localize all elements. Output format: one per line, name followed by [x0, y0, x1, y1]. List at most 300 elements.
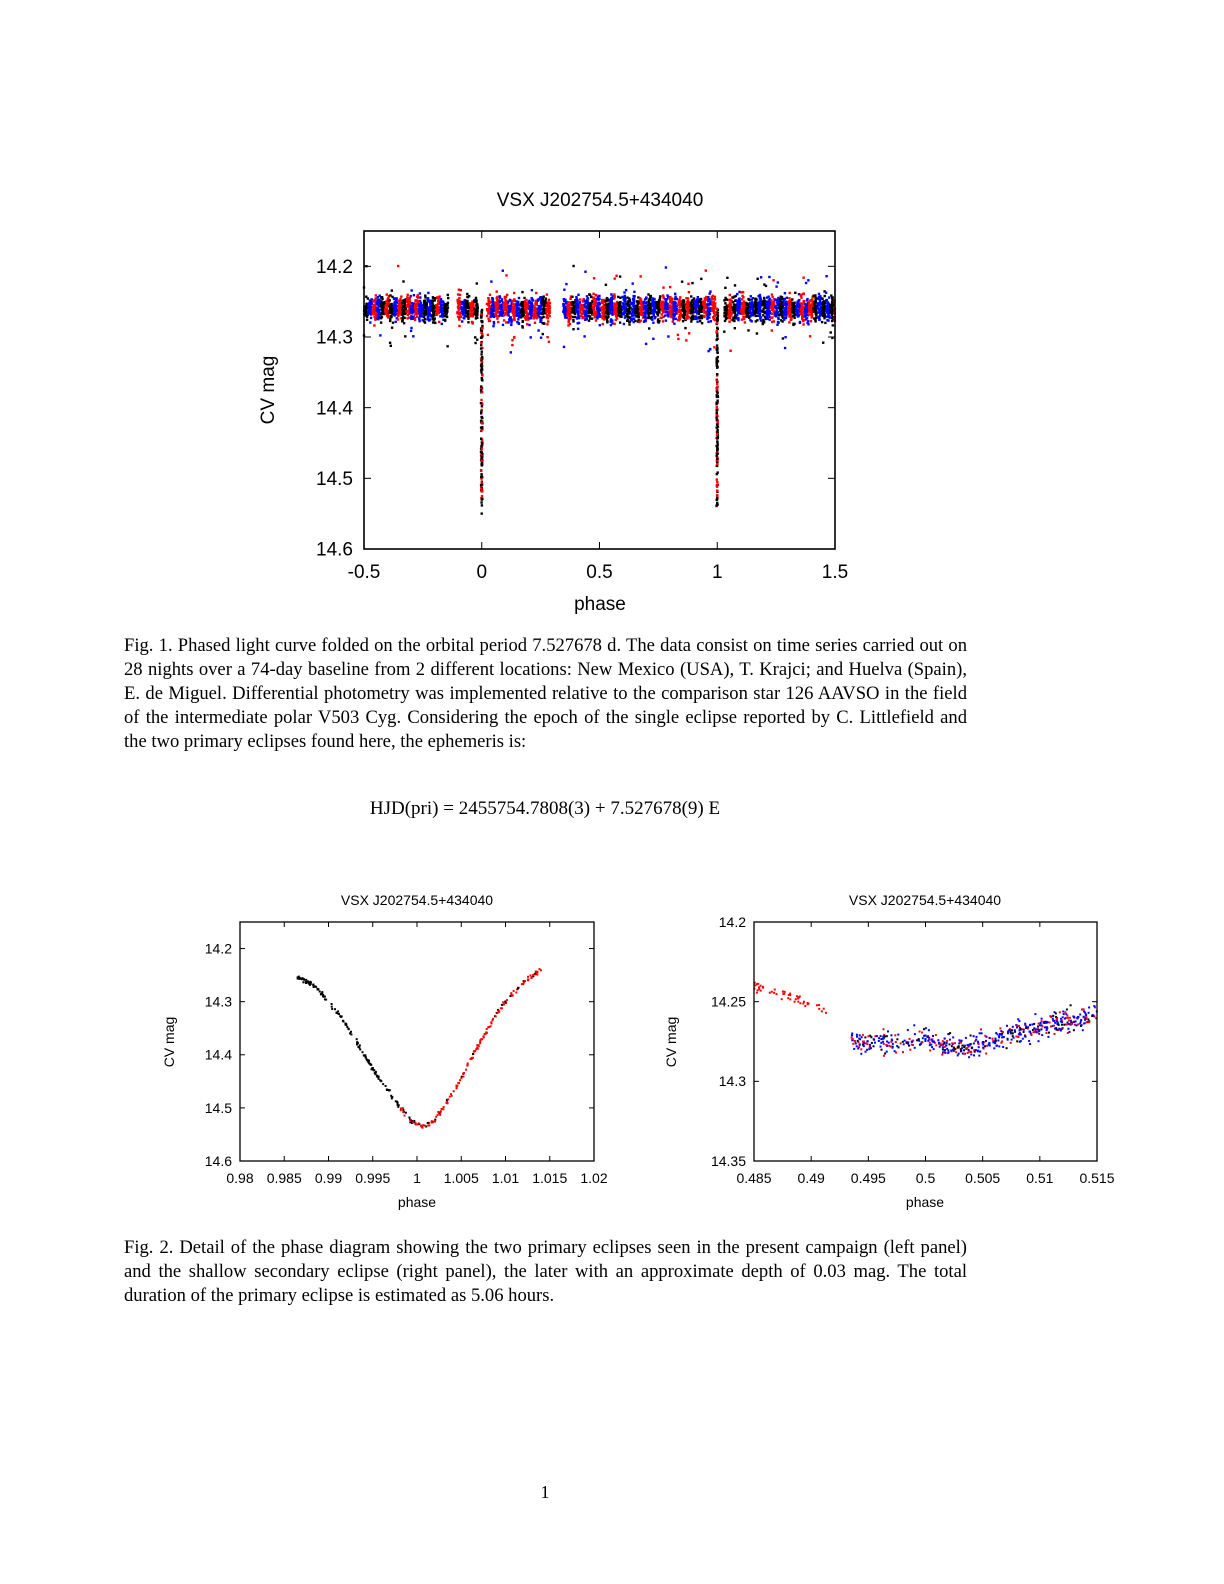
data-point [776, 993, 778, 995]
data-point [410, 330, 412, 332]
data-point [728, 315, 730, 317]
data-point [511, 995, 513, 997]
data-point [599, 314, 601, 316]
data-point [391, 289, 393, 291]
data-point [528, 317, 530, 319]
data-point [338, 1013, 340, 1015]
data-point [380, 313, 382, 315]
data-point [699, 309, 701, 311]
data-point [407, 294, 409, 296]
data-point [871, 1042, 873, 1044]
data-point [762, 986, 764, 988]
data-point [533, 309, 535, 311]
data-point [703, 309, 705, 311]
data-point [756, 332, 758, 334]
data-point [480, 402, 482, 404]
data-point [696, 302, 698, 304]
data-point [784, 336, 786, 338]
data-point [440, 1110, 442, 1112]
data-point [749, 310, 751, 312]
data-point [637, 302, 639, 304]
left-chart-title: VSX J202754.5+434040 [340, 892, 494, 908]
data-point [595, 319, 597, 321]
data-point [503, 1004, 505, 1006]
data-point [410, 305, 412, 307]
data-point [605, 310, 607, 312]
data-point [386, 1089, 388, 1091]
data-point [753, 305, 755, 307]
data-point [776, 324, 778, 326]
data-point [711, 298, 713, 300]
data-point [374, 318, 376, 320]
data-point [748, 312, 750, 314]
data-point [732, 296, 734, 298]
data-point [481, 459, 483, 461]
data-point [615, 275, 617, 277]
data-point [418, 1122, 420, 1124]
data-point [585, 310, 587, 312]
data-point [508, 314, 510, 316]
data-point [370, 1064, 372, 1066]
data-point [724, 287, 726, 289]
data-point [439, 1114, 441, 1116]
data-point [466, 305, 468, 307]
x-tick-label: 0.495 [850, 1170, 886, 1186]
data-point [428, 313, 430, 315]
data-point [767, 306, 769, 308]
data-point [358, 1047, 360, 1049]
data-point [808, 313, 810, 315]
data-point [725, 318, 727, 320]
data-point [782, 337, 784, 339]
data-point [648, 300, 650, 302]
data-point [409, 297, 411, 299]
data-point [763, 306, 765, 308]
data-point [305, 979, 307, 981]
data-point [480, 410, 482, 412]
data-point [515, 303, 517, 305]
data-point [659, 297, 661, 299]
data-point [619, 321, 621, 323]
data-point [438, 321, 440, 323]
data-point [758, 303, 760, 305]
data-point [724, 306, 726, 308]
data-point [733, 306, 735, 308]
data-point [529, 310, 531, 312]
y-tick-label: 14.6 [204, 1152, 232, 1169]
data-point [745, 302, 747, 304]
data-point [803, 1001, 805, 1003]
data-point [373, 324, 375, 326]
data-point [627, 310, 629, 312]
data-point [716, 379, 718, 381]
data-point [405, 1112, 407, 1114]
data-point [716, 322, 718, 324]
data-point [481, 356, 483, 358]
data-point [716, 367, 718, 369]
data-point [538, 316, 540, 318]
data-point [768, 276, 770, 278]
data-point [802, 319, 804, 321]
data-point [480, 473, 482, 475]
data-point [662, 294, 664, 296]
main-chart-points [363, 265, 836, 515]
data-point [537, 300, 539, 302]
data-point [598, 308, 600, 310]
data-point [785, 301, 787, 303]
data-point [685, 339, 687, 341]
data-point [437, 1114, 439, 1116]
data-point [509, 995, 511, 997]
data-point [831, 317, 833, 319]
y-tick-label: 14.5 [316, 468, 353, 490]
data-point [790, 318, 792, 320]
data-point [777, 318, 779, 320]
data-point [536, 317, 538, 319]
data-point [716, 357, 718, 359]
data-point [378, 1077, 380, 1079]
data-point [815, 309, 817, 311]
data-point [402, 280, 404, 282]
data-point [827, 302, 829, 304]
data-point [567, 301, 569, 303]
data-point [734, 315, 736, 317]
data-point [475, 304, 477, 306]
data-point [458, 313, 460, 315]
data-point [742, 291, 744, 293]
data-point [428, 307, 430, 309]
data-point [563, 308, 565, 310]
data-point [674, 302, 676, 304]
data-point [496, 317, 498, 319]
data-point [480, 371, 482, 373]
data-point [674, 314, 676, 316]
y-tick-label: 14.3 [204, 993, 232, 1010]
data-point [817, 311, 819, 313]
data-point [509, 317, 511, 319]
data-point [490, 1025, 492, 1027]
data-point [625, 289, 627, 291]
data-point [767, 318, 769, 320]
data-point [501, 1004, 503, 1006]
data-point [632, 305, 634, 307]
data-point [542, 333, 544, 335]
data-point [356, 1041, 358, 1043]
data-point [592, 307, 594, 309]
data-point [717, 443, 719, 445]
data-point [755, 984, 757, 986]
data-point [878, 1037, 880, 1039]
data-point [511, 344, 513, 346]
data-point [802, 323, 804, 325]
data-point [475, 317, 477, 319]
data-point [305, 982, 307, 984]
data-point [800, 295, 802, 297]
data-point [810, 307, 812, 309]
data-point [817, 298, 819, 300]
data-point [445, 304, 447, 306]
data-point [717, 448, 719, 450]
data-point [389, 310, 391, 312]
data-point [397, 1106, 399, 1108]
data-point [626, 300, 628, 302]
data-point [762, 302, 764, 304]
data-point [547, 320, 549, 322]
data-point [672, 318, 674, 320]
data-point [459, 1079, 461, 1081]
data-point [1064, 1011, 1066, 1013]
x-tick-label: 1 [711, 562, 723, 583]
x-tick-label: 0.985 [266, 1170, 302, 1186]
data-point [736, 309, 738, 311]
data-point [639, 306, 641, 308]
data-point [536, 971, 538, 973]
data-point [457, 293, 459, 295]
data-point [472, 1053, 474, 1055]
data-point [427, 1122, 429, 1124]
data-point [309, 981, 311, 983]
data-point [1033, 1023, 1035, 1025]
data-point [973, 1035, 975, 1037]
data-point [725, 314, 727, 316]
data-point [695, 316, 697, 318]
data-point [785, 310, 787, 312]
data-point [586, 305, 588, 307]
data-point [480, 369, 482, 371]
data-point [669, 296, 671, 298]
data-point [432, 297, 434, 299]
data-point [759, 313, 761, 315]
data-point [795, 998, 797, 1000]
data-point [365, 265, 367, 267]
data-point [808, 301, 810, 303]
data-point [662, 320, 664, 322]
data-point [547, 310, 549, 312]
data-point [531, 289, 533, 291]
data-point [614, 277, 616, 279]
data-point [547, 314, 549, 316]
data-point [521, 305, 523, 307]
data-point [810, 320, 812, 322]
y-tick-label: 14.4 [204, 1046, 232, 1063]
data-point [633, 300, 635, 302]
data-point [591, 318, 593, 320]
data-point [747, 329, 749, 331]
data-point [395, 321, 397, 323]
data-point [627, 316, 629, 318]
data-point [395, 305, 397, 307]
data-point [336, 1012, 338, 1014]
data-point [576, 317, 578, 319]
data-point [902, 1051, 904, 1053]
data-point [397, 318, 399, 320]
data-point [1047, 1036, 1049, 1038]
data-point [438, 295, 440, 297]
data-point [716, 409, 718, 411]
data-point [577, 322, 579, 324]
data-point [728, 321, 730, 323]
data-point [518, 307, 520, 309]
data-point [491, 297, 493, 299]
data-point [567, 304, 569, 306]
data-point [752, 297, 754, 299]
data-point [563, 289, 565, 291]
data-point [716, 440, 718, 442]
data-point [716, 344, 718, 346]
data-point [531, 977, 533, 979]
data-point [741, 318, 743, 320]
data-point [502, 324, 504, 326]
data-point [331, 1006, 333, 1008]
data-point [440, 304, 442, 306]
data-point [794, 317, 796, 319]
data-point [750, 304, 752, 306]
data-point [716, 421, 718, 423]
data-point [495, 305, 497, 307]
data-point [432, 300, 434, 302]
data-point [682, 306, 684, 308]
data-point [778, 306, 780, 308]
data-point [791, 302, 793, 304]
data-point [607, 315, 609, 317]
data-point [821, 298, 823, 300]
data-point [517, 987, 519, 989]
data-point [588, 308, 590, 310]
data-point [800, 302, 802, 304]
data-point [827, 319, 829, 321]
data-point [490, 280, 492, 282]
data-point [447, 294, 449, 296]
data-point [510, 324, 512, 326]
x-tick-label: 0.5 [586, 562, 613, 583]
data-point [675, 298, 677, 300]
data-point [369, 321, 371, 323]
data-point [539, 968, 541, 970]
data-point [640, 275, 642, 277]
data-point [506, 294, 508, 296]
data-point [715, 331, 717, 333]
data-point [412, 335, 414, 337]
data-point [383, 301, 385, 303]
data-point [603, 306, 605, 308]
data-point [716, 426, 718, 428]
data-point [781, 998, 783, 1000]
data-point [480, 470, 482, 472]
data-point [356, 1044, 358, 1046]
x-tick-label: 1 [413, 1170, 421, 1186]
data-point [779, 310, 781, 312]
x-tick-label: 0.99 [314, 1170, 343, 1186]
data-point [832, 324, 834, 326]
data-point [796, 311, 798, 313]
data-point [822, 315, 824, 317]
data-point [730, 309, 732, 311]
data-point [611, 322, 613, 324]
data-point [501, 314, 503, 316]
data-point [600, 307, 602, 309]
data-point [1082, 1029, 1084, 1031]
data-point [302, 981, 304, 983]
data-point [480, 484, 482, 486]
right-chart-ylabel: CV mag [663, 1016, 679, 1068]
data-point [349, 1032, 351, 1034]
data-point [497, 321, 499, 323]
data-point [449, 1096, 451, 1098]
data-point [420, 302, 422, 304]
data-point [476, 339, 478, 341]
data-point [424, 321, 426, 323]
data-point [537, 313, 539, 315]
data-point [472, 1057, 474, 1059]
data-point [771, 305, 773, 307]
data-point [1048, 1032, 1050, 1034]
data-point [465, 1069, 467, 1071]
data-point [609, 312, 611, 314]
data-point [538, 306, 540, 308]
data-point [821, 321, 823, 323]
data-point [644, 308, 646, 310]
data-point [410, 295, 412, 297]
data-point [648, 308, 650, 310]
data-point [613, 293, 615, 295]
data-point [708, 312, 710, 314]
data-point [396, 309, 398, 311]
data-point [513, 318, 515, 320]
data-point [734, 284, 736, 286]
data-point [407, 314, 409, 316]
data-point [473, 300, 475, 302]
data-point [414, 319, 416, 321]
data-point [729, 350, 731, 352]
data-point [392, 322, 394, 324]
data-point [714, 319, 716, 321]
data-point [708, 316, 710, 318]
data-point [596, 307, 598, 309]
data-point [633, 291, 635, 293]
data-point [521, 308, 523, 310]
data-point [627, 312, 629, 314]
data-point [591, 311, 593, 313]
data-point [886, 1041, 888, 1043]
data-point [690, 320, 692, 322]
data-point [741, 298, 743, 300]
data-point [563, 312, 565, 314]
data-point [821, 1010, 823, 1012]
data-point [400, 295, 402, 297]
data-point [389, 294, 391, 296]
data-point [619, 303, 621, 305]
data-point [325, 999, 327, 1001]
data-point [377, 307, 379, 309]
data-point [633, 302, 635, 304]
data-point [503, 319, 505, 321]
data-point [786, 297, 788, 299]
data-point [635, 312, 637, 314]
data-point [504, 309, 506, 311]
data-point [444, 307, 446, 309]
data-point [914, 1033, 916, 1035]
data-point [766, 296, 768, 298]
data-point [534, 303, 536, 305]
data-point [788, 311, 790, 313]
data-point [714, 298, 716, 300]
data-point [796, 302, 798, 304]
data-point [736, 300, 738, 302]
data-point [682, 320, 684, 322]
data-point [716, 412, 718, 414]
data-point [779, 303, 781, 305]
data-point [598, 311, 600, 313]
